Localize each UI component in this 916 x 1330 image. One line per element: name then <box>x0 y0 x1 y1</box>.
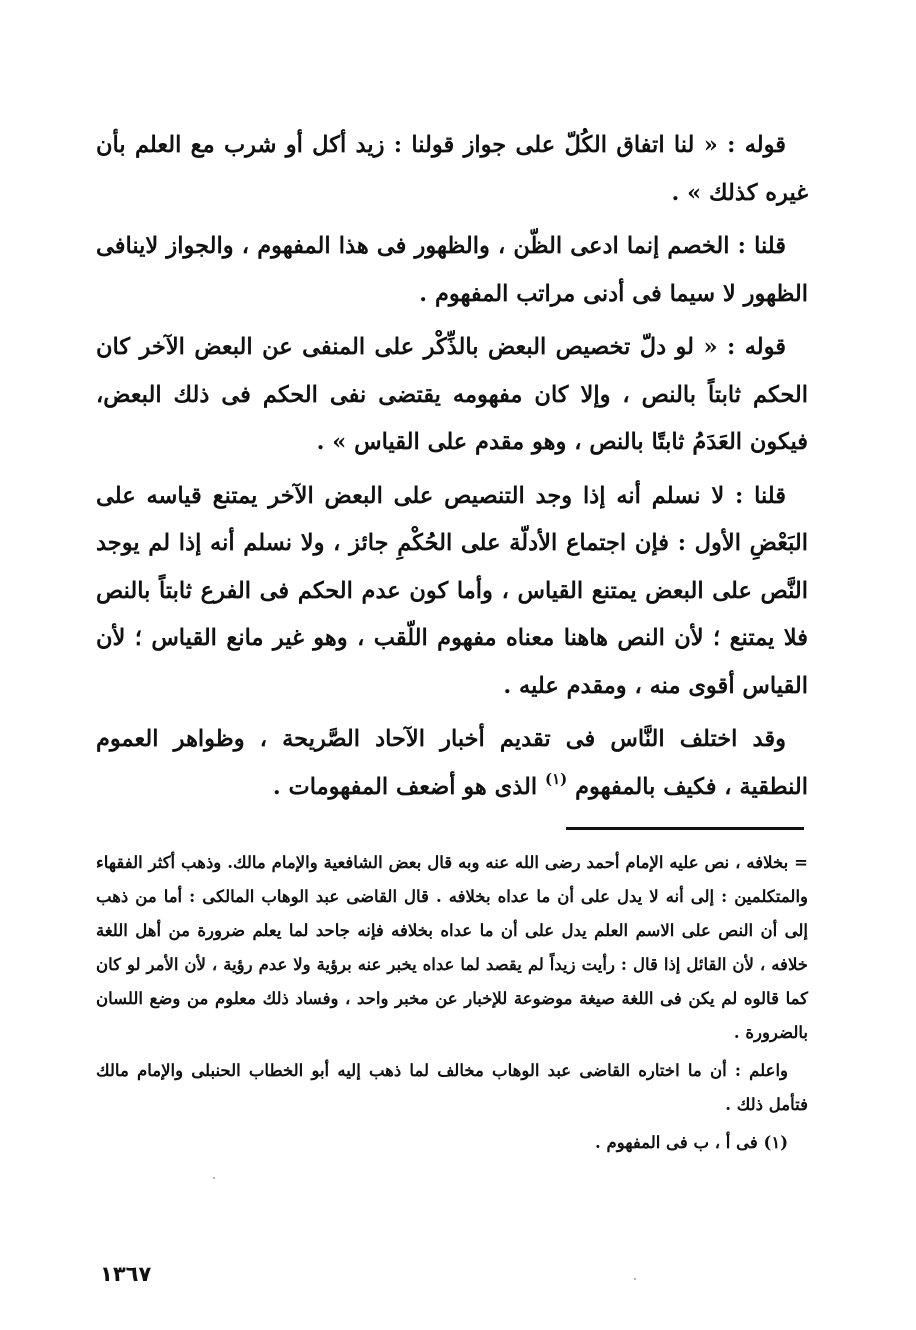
paragraph-4 <box>96 473 808 711</box>
paragraph-1 <box>96 122 808 217</box>
footnote-note <box>96 1054 808 1122</box>
main-text-body <box>96 122 808 817</box>
scan-speck <box>213 1177 215 1179</box>
footnote-text: (١) فى أ ، ب فى المفهوم . <box>594 1133 788 1152</box>
paragraph-text: قوله : « لو دلّ تخصيص البعض بالذِّكْر على المنفى عن البعض الآخر كان الحكم ثابتاً بالنص ، وإلا كان مفهومه يقتضى نفى الحكم فى ذلك البعض، فيكون العَدَمُ ثابتًا بالنص ، وهو مقدم على القياس » . <box>96 334 808 455</box>
footnote-1 <box>96 1126 808 1160</box>
paragraph-text: قلنا : الخصم إنما ادعى الظّن ، والظهور فى هذا المفهوم ، والجواز لاينافى الظهور لا سيما فى أدنى مراتب المفهوم . <box>96 233 808 307</box>
footnote-continuation <box>96 846 808 1050</box>
page-number: ١٣٦٧ <box>100 1262 152 1286</box>
footnote-separator <box>566 827 804 830</box>
footnote-text: = بخلافه ، نص عليه الإمام أحمد رضى الله عنه وبه قال بعض الشافعية والإمام مالك. وذهب أكثر الفقهاء والمتكلمين : إلى أنه لا يدل على أن ما عداه بخلافه . قال القاضى عبد الوهاب المالكى : أما من ذهب إلى أن النص على الاسم العلم يدل على أن ما عداه بخلافه فإنه جاحد لما يعلم ضرورة من أهل اللغة خلافه ، لأن القائل إذا قال : رأيت زيداً لم يقصد لما عداه يخبر عنه برؤية ولا عدم رؤية ، لأن الأمر لو كان كما قالوه لم يكن فى اللغة صيغة موضوعة للإخبار عن مخبر واحد ، وفساد ذلك معلوم من وضع اللسان بالضرورة . <box>96 853 808 1042</box>
paragraph-text: وقد اختلف النَّاس فى تقديم أخبار الآحاد الصَّريحة ، وظواهر العموم النطقية ، فكيف بالمفهوم <box>96 726 808 800</box>
paragraph-3 <box>96 324 808 467</box>
paragraph-text: قوله : « لنا اتفاق الكُلّ على جواز قولنا : زيد أكل أو شرب مع العلم بأن غيره كذلك » . <box>96 132 808 206</box>
paragraph-text: الذى هو أضعف المفهومات . <box>272 773 545 800</box>
footnotes-section <box>96 846 808 1164</box>
scan-speck <box>634 1278 636 1280</box>
paragraph-2 <box>96 223 808 318</box>
paragraph-5 <box>96 716 808 811</box>
footnote-text: واعلم : أن ما اختاره القاضى عبد الوهاب مخالف لما ذهب إليه أبو الخطاب الحنبلى والإمام مالك فتأمل ذلك . <box>96 1061 808 1114</box>
footnote-reference: (١) <box>544 769 568 788</box>
paragraph-text: قلنا : لا نسلم أنه إذا وجد التنصيص على البعض الآخر يمتنع قياسه على البَعْضِ الأول : فإن اجتماع الأدلّة على الحُكْمِ جائز ، ولا نسلم أنه إذا لم يوجد النَّص على البعض يمتنع القياس ، وأما كون عدم الحكم فى الفرع ثابتاً بالنص فلا يمتنع ؛ لأن النص هاهنا معناه مفهوم اللّقب ، وهو غير مانع القياس ؛ لأن القياس أقوى منه ، ومقدم عليه . <box>96 482 808 699</box>
